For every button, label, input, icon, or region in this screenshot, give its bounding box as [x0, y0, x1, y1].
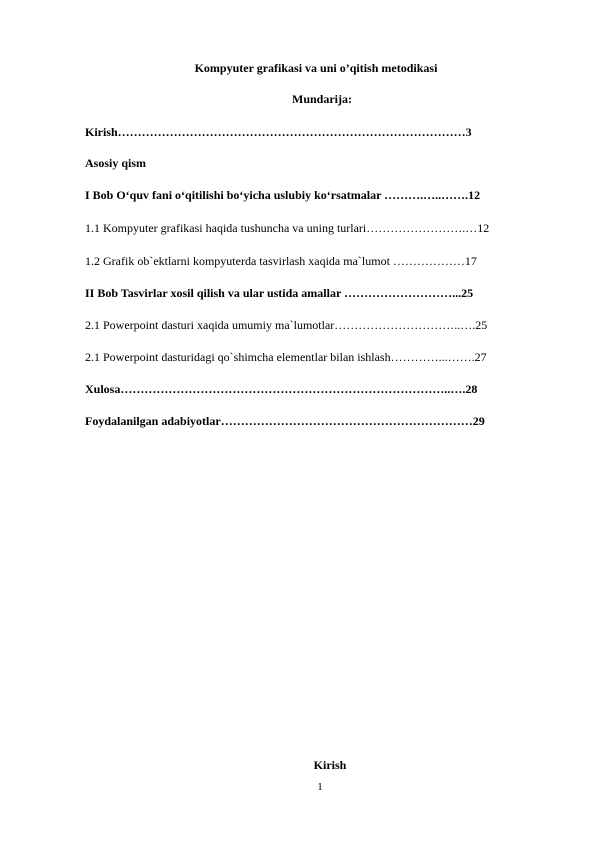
toc-entry-section-1-1: 1.1 Kompyuter grafikasi haqida tushuncha va uning turlari…………………….…12 — [85, 221, 490, 235]
toc-entry-section-1-2: 1.2 Grafik ob`ektlarni kompyuterda tasvirlash xaqida ma`lumot ………………17 — [85, 254, 477, 268]
toc-entry-section-2-1b: 2.1 Powerpoint dasturidagi qo`shimcha elementlar bilan ishlash…………...…….27 — [85, 350, 487, 364]
document-title: Kompyuter grafikasi va uni o’qitish metodikasi — [194, 61, 438, 75]
toc-entry-chapter-2: II Bob Tasvirlar xosil qilish va ular ustida amallar ………………………...25 — [85, 286, 474, 300]
toc-entry-chapter-1: I Bob O‘quv fani o‘qitilishi bo‘yicha uslubiy ko‘rsatmalar ……….…..…….12 — [85, 188, 481, 202]
toc-heading: Mundarija: — [292, 92, 352, 106]
page-number: 1 — [317, 781, 323, 793]
toc-entry-bibliography: Foydalanilgan adabiyotlar………………………………………………………29 — [85, 414, 485, 428]
toc-entry-kirish: Kirish……………………………………………………………………………3 — [85, 125, 472, 139]
toc-entry-section-2-1: 2.1 Powerpoint dasturi xaqida umumiy ma`lumotlar…………………………..….25 — [85, 318, 488, 332]
next-section-heading: Kirish — [313, 758, 347, 772]
toc-entry-xulosa: Xulosa………………………………………………………………………..….28 — [85, 382, 478, 396]
toc-entry-asosiy-qism: Asosiy qism — [85, 156, 147, 170]
